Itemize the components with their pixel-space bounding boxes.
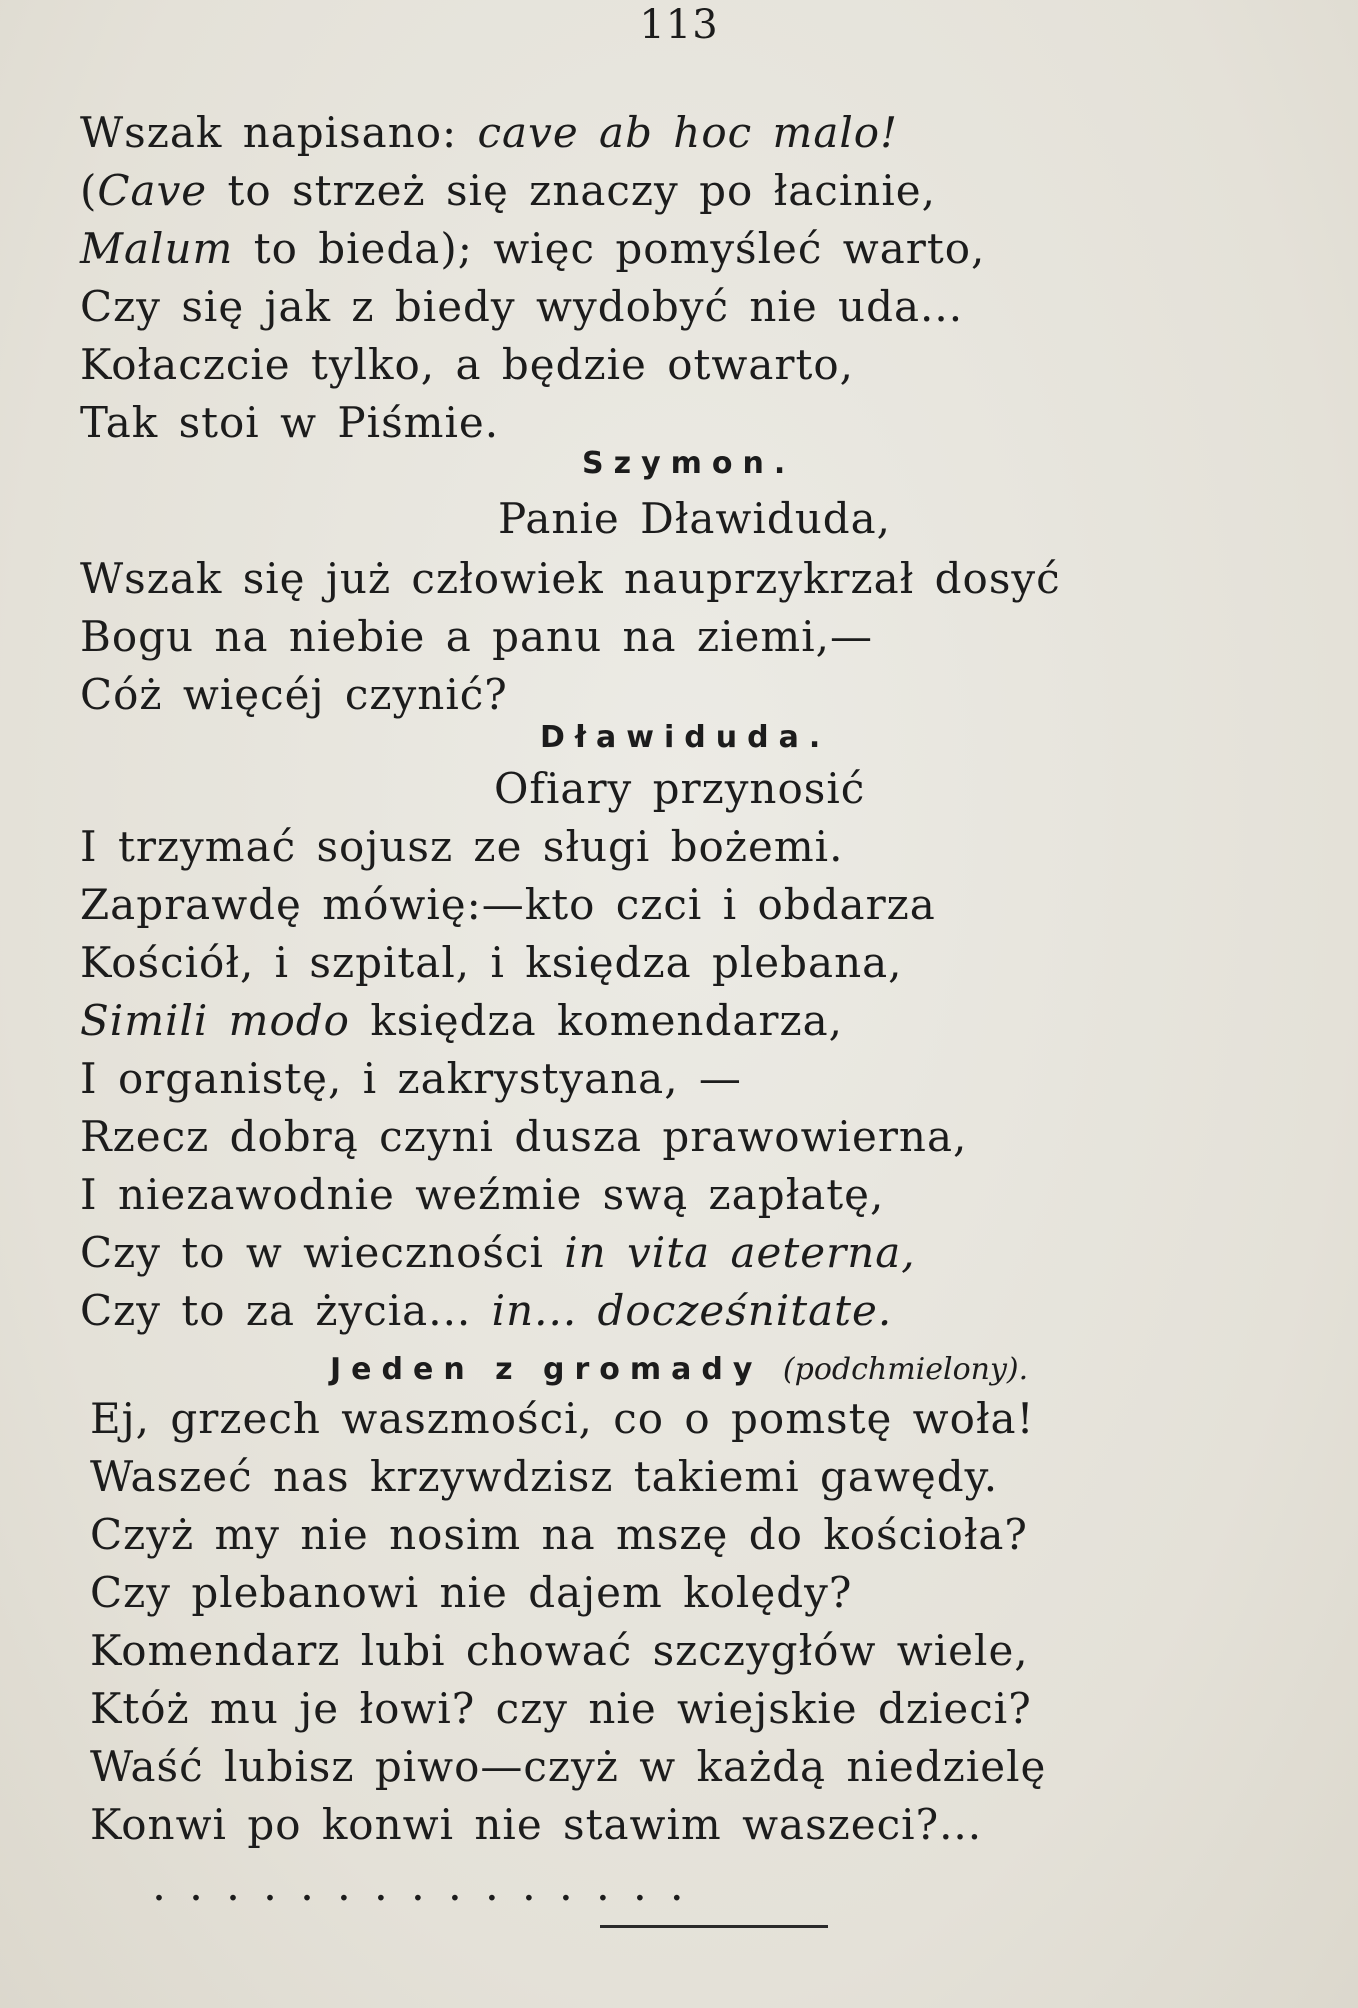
verse-line (80, 336, 854, 394)
verse-line (90, 1564, 852, 1622)
latin-italic-text: cave ab hoc malo! (477, 108, 898, 157)
latin-italic-text: Malum (80, 224, 234, 273)
verse-text: Kołaczcie tylko, a będzie otwarto, (80, 340, 855, 389)
verse-line (80, 818, 843, 876)
verse-line (90, 1506, 1028, 1564)
speaker-name (330, 1352, 1028, 1387)
verse-text: Panie Dławiduda, (498, 494, 892, 543)
verse-text: Wszak się już człowiek nauprzykrzał dosyć (80, 554, 1061, 603)
verse-line (80, 934, 903, 992)
verse-text: to strzeż się znaczy po łacinie, (207, 166, 936, 215)
verse-text: Cóż więcéj czynić? (80, 670, 508, 719)
latin-italic-text: in... docześnitate. (491, 1286, 893, 1335)
stage-direction: (podchmielony). (782, 1352, 1029, 1387)
verse-text: Konwi po konwi nie stawim waszeci?... (90, 1800, 983, 1849)
verse-text: Któż mu je łowi? czy nie wiejskie dzieci? (90, 1684, 1032, 1733)
verse-text: Komendarz lubi chować szczygłów wiele, (90, 1626, 1029, 1675)
verse-text: księdza komendarza, (349, 996, 844, 1045)
verse-text: Czyż my nie nosim na mszę do kościoła? (90, 1510, 1028, 1559)
verse-text: Bogu na niebie a panu na ziemi,— (80, 612, 873, 661)
verse-text: Czy to w wieczności (80, 1228, 565, 1277)
verse-text: I niezawodnie weźmie swą zapłatę, (80, 1170, 885, 1219)
speaker-name: Szymon. (582, 446, 796, 481)
page-number: 113 (639, 2, 719, 48)
verse-text: Waszeć nas krzywdzisz takiemi gawędy. (90, 1452, 999, 1501)
verse-line (90, 1680, 1032, 1738)
verse-line (90, 1390, 1034, 1448)
verse-line (80, 1224, 916, 1282)
verse-text: Czy to za życia... (80, 1286, 492, 1335)
verse-text: Ej, grzech waszmości, co o pomstę woła! (90, 1394, 1035, 1443)
verse-line (90, 1448, 998, 1506)
verse-line (90, 1622, 1029, 1680)
verse-text: Tak stoi w Piśmie. (80, 398, 500, 447)
verse-line (80, 394, 499, 452)
speaker-name: Dławiduda. (540, 720, 831, 755)
speaker-name-text: Jeden z gromady (330, 1352, 763, 1387)
verse-text: I organistę, i zakrystyana, — (80, 1054, 742, 1103)
verse-line (80, 162, 936, 220)
ellipsis-row: ............... (152, 1860, 707, 1911)
verse-line (80, 1282, 892, 1340)
latin-italic-text: Simili modo (80, 996, 350, 1045)
verse-line (80, 876, 936, 934)
verse-text: Ofiary przynosić (494, 764, 866, 813)
verse-line (80, 1108, 967, 1166)
verse-line (90, 1738, 1046, 1796)
verse-line (80, 992, 843, 1050)
verse-text: I trzymać sojusz ze sługi bożemi. (80, 822, 844, 871)
verse-line (80, 220, 985, 278)
verse-line (498, 490, 891, 548)
verse-line (90, 1796, 982, 1854)
verse-line (80, 608, 873, 666)
verse-line (80, 104, 898, 162)
verse-text: Wszak napisano: (80, 108, 478, 157)
latin-italic-text: Cave (97, 166, 208, 215)
verse-line (80, 550, 1061, 608)
verse-line (494, 760, 865, 818)
verse-line (80, 666, 508, 724)
latin-italic-text: in vita aeterna, (564, 1228, 916, 1277)
section-divider (600, 1925, 828, 1928)
verse-text: Czy plebanowi nie dajem kolędy? (90, 1568, 853, 1617)
verse-text: Kościół, i szpital, i księdza plebana, (80, 938, 903, 987)
verse-text: to bieda); więc pomyśleć warto, (233, 224, 986, 273)
verse-text: Rzecz dobrą czyni dusza prawowierna, (80, 1112, 968, 1161)
verse-text: ( (80, 166, 98, 215)
verse-line (80, 1166, 884, 1224)
verse-text: Czy się jak z biedy wydobyć nie uda... (80, 282, 964, 331)
verse-text: Zaprawdę mówię:—kto czci i obdarza (80, 880, 936, 929)
verse-line (80, 278, 963, 336)
verse-text: Waść lubisz piwo—czyż w każdą niedzielę (90, 1742, 1047, 1791)
verse-line (80, 1050, 742, 1108)
